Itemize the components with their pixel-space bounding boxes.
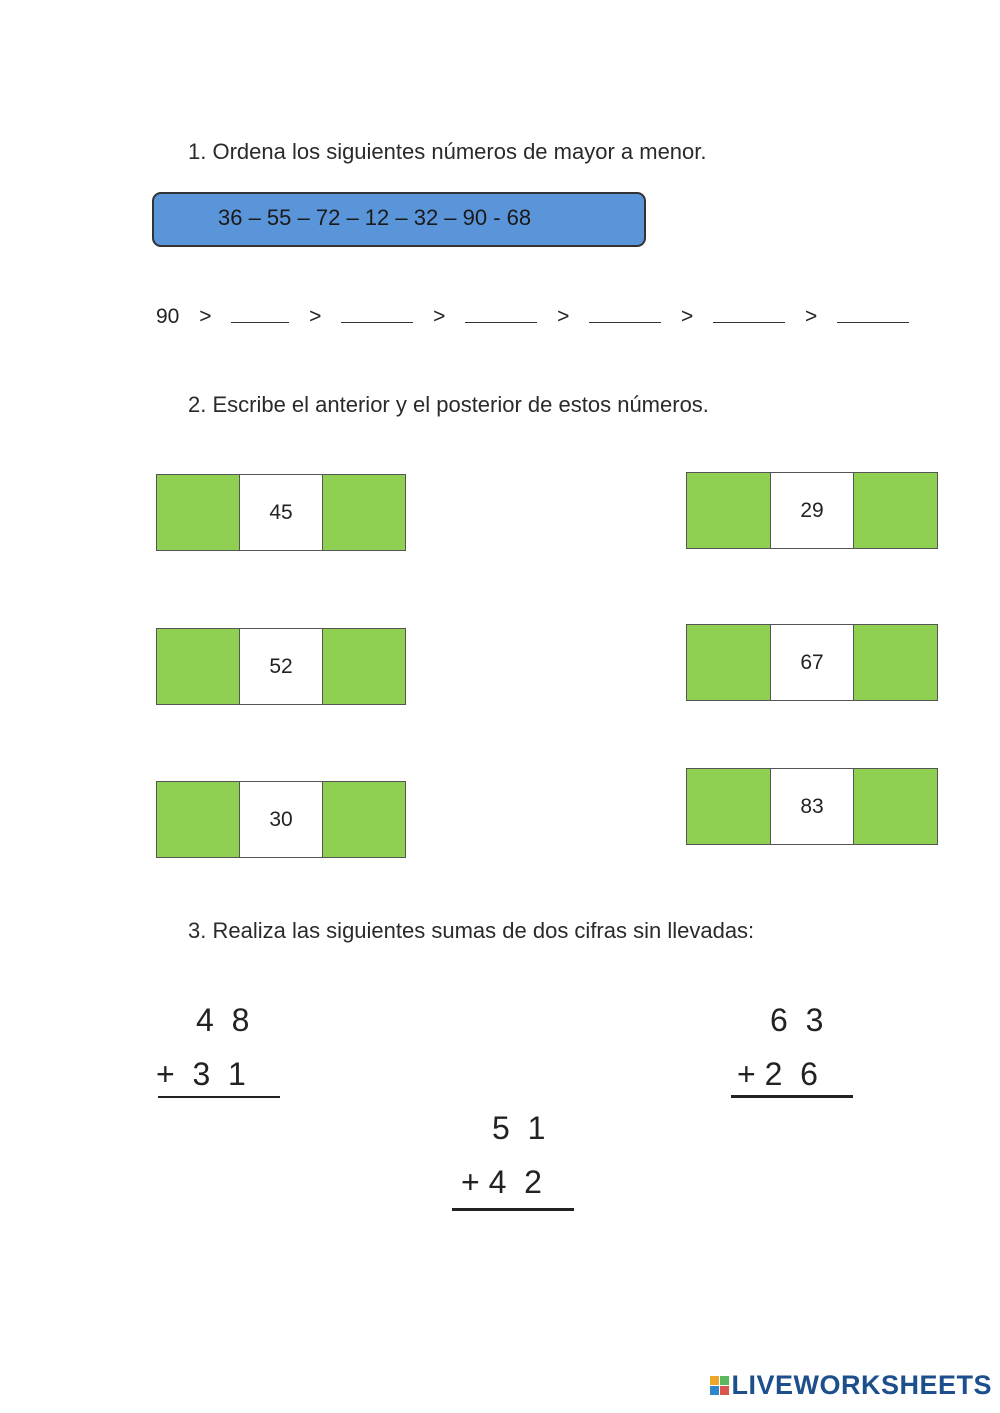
question-3-title: 3. Realiza las siguientes sumas de dos cifras sin llevadas: [188, 918, 755, 943]
greater-than-symbol: > [433, 305, 446, 328]
given-number: 45 [239, 475, 323, 550]
greater-than-symbol: > [309, 305, 322, 328]
addition-top-number: 6 3 [770, 1002, 824, 1038]
greater-than-symbol: > [804, 305, 818, 328]
number-neighbors-box [156, 628, 406, 705]
addition-bottom-number: + 3 1 [156, 1056, 246, 1092]
addition-answer-input[interactable] [458, 1220, 568, 1260]
number-neighbors-box [686, 768, 938, 845]
addition-answer-input[interactable] [740, 1108, 850, 1148]
previous-number-input[interactable] [687, 625, 770, 700]
liveworksheets-logo-icon [710, 1376, 729, 1395]
greater-than-symbol: > [199, 305, 212, 328]
addition-top-number: 5 1 [492, 1110, 546, 1146]
greater-than-symbol: > [681, 305, 694, 328]
answer-blank[interactable] [713, 306, 785, 323]
order-start-number: 90 [156, 305, 180, 328]
number-neighbors-box [686, 624, 938, 701]
numbers-box [152, 192, 646, 247]
previous-number-input[interactable] [687, 473, 770, 548]
next-number-input[interactable] [323, 629, 405, 704]
numbers-sequence: 36 – 55 – 72 – 12 – 32 – 90 - 68 [218, 205, 532, 230]
addition-answer-input[interactable] [164, 1108, 274, 1148]
number-neighbors-box [156, 474, 406, 551]
number-neighbors-box [686, 472, 938, 549]
next-number-input[interactable] [323, 475, 405, 550]
number-neighbors-box [156, 781, 406, 858]
addition-bottom-number: + 4 2 [461, 1164, 542, 1200]
answer-blank[interactable] [465, 306, 537, 323]
brand-name: LIVEWORKSHEETS [731, 1370, 992, 1400]
addition-line [158, 1096, 280, 1098]
addition-top-number: 4 8 [196, 1002, 250, 1038]
liveworksheets-logo [710, 1370, 992, 1401]
greater-than-symbol: > [557, 305, 570, 328]
question-1-title: 1. Ordena los siguientes números de mayor a menor. [188, 139, 707, 164]
answer-blank[interactable] [231, 306, 289, 323]
answer-blank[interactable] [341, 306, 413, 323]
answer-blank[interactable] [589, 306, 661, 323]
given-number: 83 [770, 769, 855, 844]
given-number: 52 [239, 629, 323, 704]
answer-blank[interactable] [837, 306, 909, 323]
previous-number-input[interactable] [687, 769, 770, 844]
next-number-input[interactable] [323, 782, 405, 857]
addition-line [452, 1208, 574, 1211]
given-number: 29 [770, 473, 855, 548]
next-number-input[interactable] [854, 473, 937, 548]
previous-number-input[interactable] [157, 475, 239, 550]
next-number-input[interactable] [854, 769, 937, 844]
previous-number-input[interactable] [157, 782, 239, 857]
previous-number-input[interactable] [157, 629, 239, 704]
addition-line [731, 1095, 853, 1098]
given-number: 30 [239, 782, 323, 857]
given-number: 67 [770, 625, 855, 700]
order-row [156, 305, 909, 329]
question-2-title: 2. Escribe el anterior y el posterior de estos números. [188, 392, 709, 417]
next-number-input[interactable] [854, 625, 937, 700]
addition-bottom-number: + 2 6 [737, 1056, 818, 1092]
